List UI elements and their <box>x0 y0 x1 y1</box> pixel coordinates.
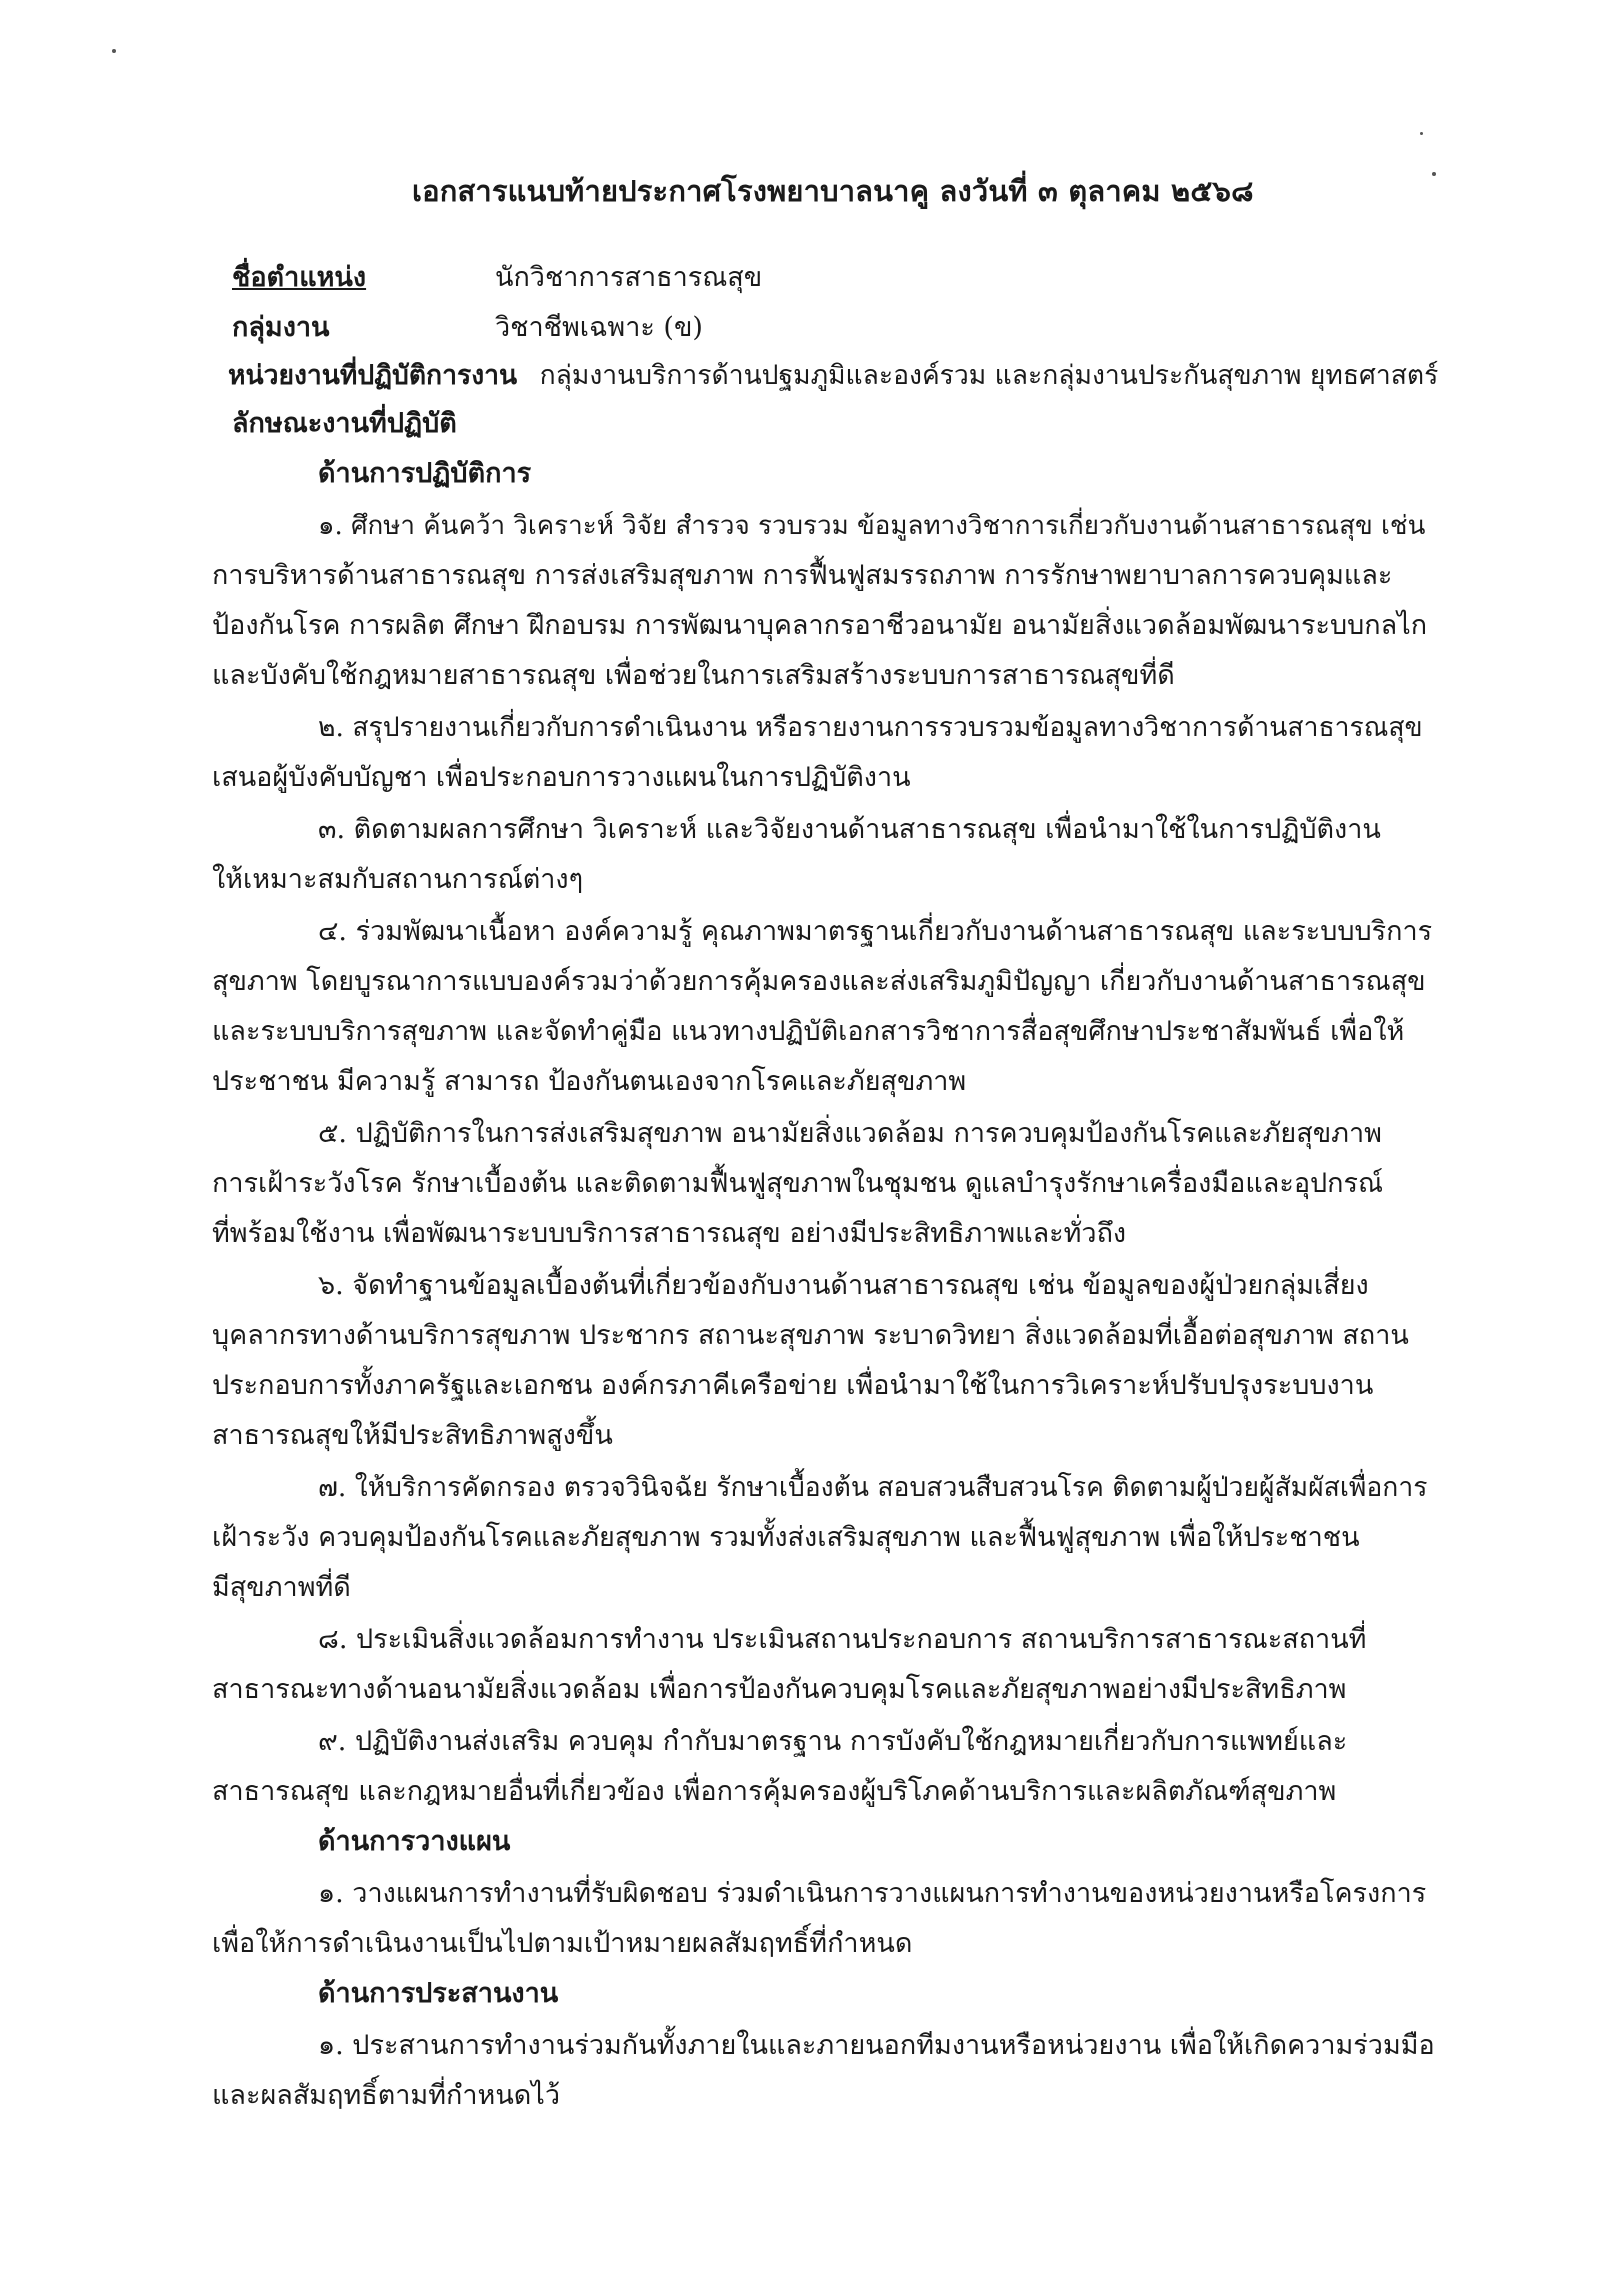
operations-item-4-line: สุขภาพ โดยบูรณาการแบบองค์รวมว่าด้วยการคุ้มครองและส่งเสริมภูมิปัญญา เกี่ยวกับงานด้านสาธารณสุข <box>212 966 1426 997</box>
operations-heading: ด้านการปฏิบัติการ <box>318 458 532 489</box>
operations-item-3-line: ให้เหมาะสมกับสถานการณ์ต่างๆ <box>212 864 584 895</box>
operations-item-4-line: ๔. ร่วมพัฒนาเนื้อหา องค์ความรู้ คุณภาพมาตรฐานเกี่ยวกับงานด้านสาธารณสุข และระบบบริการ <box>318 916 1433 947</box>
document-title: เอกสารแนบท้ายประกาศโรงพยาบาลนาคู ลงวันที่ ๓ ตุลาคม ๒๕๖๘ <box>412 174 1254 208</box>
coordination-item-1-line: และผลสัมฤทธิ์ตามที่กำหนดไว้ <box>212 2080 561 2111</box>
unit-value: กลุ่มงานบริการด้านปฐมภูมิและองค์รวม และกลุ่มงานประกันสุขภาพ ยุทธศาสตร์ <box>539 360 1439 391</box>
operations-item-5-line: การเฝ้าระวังโรค รักษาเบื้องต้น และติดตามฟื้นฟูสุขภาพในชุมชน ดูแลบำรุงรักษาเครื่องมือและอุปกรณ์ <box>212 1168 1384 1199</box>
unit-row <box>228 356 1438 396</box>
operations-item-7-line: มีสุขภาพที่ดี <box>212 1572 351 1603</box>
operations-item-4-line: ประชาชน มีความรู้ สามารถ ป้องกันตนเองจากโรคและภัยสุขภาพ <box>212 1066 967 1097</box>
planning-item-1-line: ๑. วางแผนการทำงานที่รับผิดชอบ ร่วมดำเนินการวางแผนการทำงานของหน่วยงานหรือโครงการ <box>318 1878 1427 1909</box>
planning-item-1-line: เพื่อให้การดำเนินงานเป็นไปตามเป้าหมายผลสัมฤทธิ์ที่กำหนด <box>212 1928 913 1959</box>
coordination-item-1-line: ๑. ประสานการทำงานร่วมกันทั้งภายในและภายนอกทีมงานหรือหน่วยงาน เพื่อให้เกิดความร่วมมือ <box>318 2030 1435 2061</box>
operations-item-6-line: บุคลากรทางด้านบริการสุขภาพ ประชากร สถานะสุขภาพ ระบาดวิทยา สิ่งแวดล้อมที่เอื้อต่อสุขภาพ สถาน <box>212 1320 1409 1351</box>
operations-item-6-line: สาธารณสุขให้มีประสิทธิภาพสูงขึ้น <box>212 1420 613 1451</box>
scan-speck <box>1432 172 1436 176</box>
position-value: นักวิชาการสาธารณสุข <box>495 262 763 293</box>
scan-speck <box>1420 132 1423 135</box>
unit-label: หน่วยงานที่ปฏิบัติการงาน <box>228 360 518 391</box>
operations-item-1-line: ๑. ศึกษา ค้นคว้า วิเคราะห์ วิจัย สำรวจ รวบรวม ข้อมูลทางวิชาการเกี่ยวกับงานด้านสาธารณสุข เช่น <box>318 511 1426 541</box>
operations-item-2-line: เสนอผู้บังคับบัญชา เพื่อประกอบการวางแผนในการปฏิบัติงาน <box>212 762 911 793</box>
operations-item-9-line: สาธารณสุข และกฎหมายอื่นที่เกี่ยวข้อง เพื่อการคุ้มครองผู้บริโภคด้านบริการและผลิตภัณฑ์สุขภาพ <box>212 1776 1337 1807</box>
operations-item-2-line: ๒. สรุปรายงานเกี่ยวกับการดำเนินงาน หรือรายงานการรวบรวมข้อมูลทางวิชาการด้านสาธารณสุข <box>318 712 1423 743</box>
duties-label: ลักษณะงานที่ปฏิบัติ <box>232 408 457 439</box>
operations-item-3-line: ๓. ติดตามผลการศึกษา วิเคราะห์ และวิจัยงานด้านสาธารณสุข เพื่อนำมาใช้ในการปฏิบัติงาน <box>318 814 1381 845</box>
scan-speck <box>112 49 116 53</box>
operations-item-9-line: ๙. ปฏิบัติงานส่งเสริม ควบคุม กำกับมาตรฐาน การบังคับใช้กฎหมายเกี่ยวกับการแพทย์และ <box>318 1726 1348 1757</box>
operations-item-8-line: ๘. ประเมินสิ่งแวดล้อมการทำงาน ประเมินสถานประกอบการ สถานบริการสาธารณะสถานที่ <box>318 1624 1367 1655</box>
operations-item-4-line: และระบบบริการสุขภาพ และจัดทำคู่มือ แนวทางปฏิบัติเอกสารวิชาการสื่อสุขศึกษาประชาสัมพันธ์ เพื่อให้ <box>212 1016 1405 1047</box>
operations-item-1-line: ป้องกันโรค การผลิต ศึกษา ฝึกอบรม การพัฒนาบุคลากรอาชีวอนามัย อนามัยสิ่งแวดล้อมพัฒนาระบบกลไก <box>212 610 1428 641</box>
operations-item-7-line: ๗. ให้บริการคัดกรอง ตรวจวินิจฉัย รักษาเบื้องต้น สอบสวนสืบสวนโรค ติดตามผู้ป่วยผู้สัมผัสเพื่อการ <box>318 1472 1428 1503</box>
operations-item-5-line: ๕. ปฏิบัติการในการส่งเสริมสุขภาพ อนามัยสิ่งแวดล้อม การควบคุมป้องกันโรคและภัยสุขภาพ <box>318 1118 1382 1149</box>
operations-item-7-line: เฝ้าระวัง ควบคุมป้องกันโรคและภัยสุขภาพ รวมทั้งส่งเสริมสุขภาพ และฟื้นฟูสุขภาพ เพื่อให้ประชาชน <box>212 1522 1360 1553</box>
operations-item-8-line: สาธารณะทางด้านอนามัยสิ่งแวดล้อม เพื่อการป้องกันควบคุมโรคและภัยสุขภาพอย่างมีประสิทธิภาพ <box>212 1674 1347 1705</box>
operations-item-6-line: ประกอบการทั้งภาครัฐและเอกชน องค์กรภาคีเครือข่าย เพื่อนำมาใช้ในการวิเคราะห์ปรับปรุงระบบงาน <box>212 1370 1374 1401</box>
group-value: วิชาชีพเฉพาะ (ข) <box>495 312 703 343</box>
coordination-heading: ด้านการประสานงาน <box>318 1978 559 2009</box>
position-label: ชื่อตำแหน่ง <box>232 262 367 293</box>
operations-item-1-line: และบังคับใช้กฎหมายสาธารณสุข เพื่อช่วยในการเสริมสร้างระบบการสาธารณสุขที่ดี <box>212 660 1175 691</box>
operations-item-6-line: ๖. จัดทำฐานข้อมูลเบื้องต้นที่เกี่ยวข้องกับงานด้านสาธารณสุข เช่น ข้อมูลของผู้ป่วยกลุ่มเสี่ยง <box>318 1270 1369 1301</box>
group-label: กลุ่มงาน <box>232 312 330 343</box>
operations-item-1-line: การบริหารด้านสาธารณสุข การส่งเสริมสุขภาพ การฟื้นฟูสมรรถภาพ การรักษาพยาบาลการควบคุมและ <box>212 560 1393 591</box>
planning-heading: ด้านการวางแผน <box>318 1826 511 1857</box>
operations-item-5-line: ที่พร้อมใช้งาน เพื่อพัฒนาระบบบริการสาธารณสุข อย่างมีประสิทธิภาพและทั่วถึง <box>212 1218 1127 1249</box>
